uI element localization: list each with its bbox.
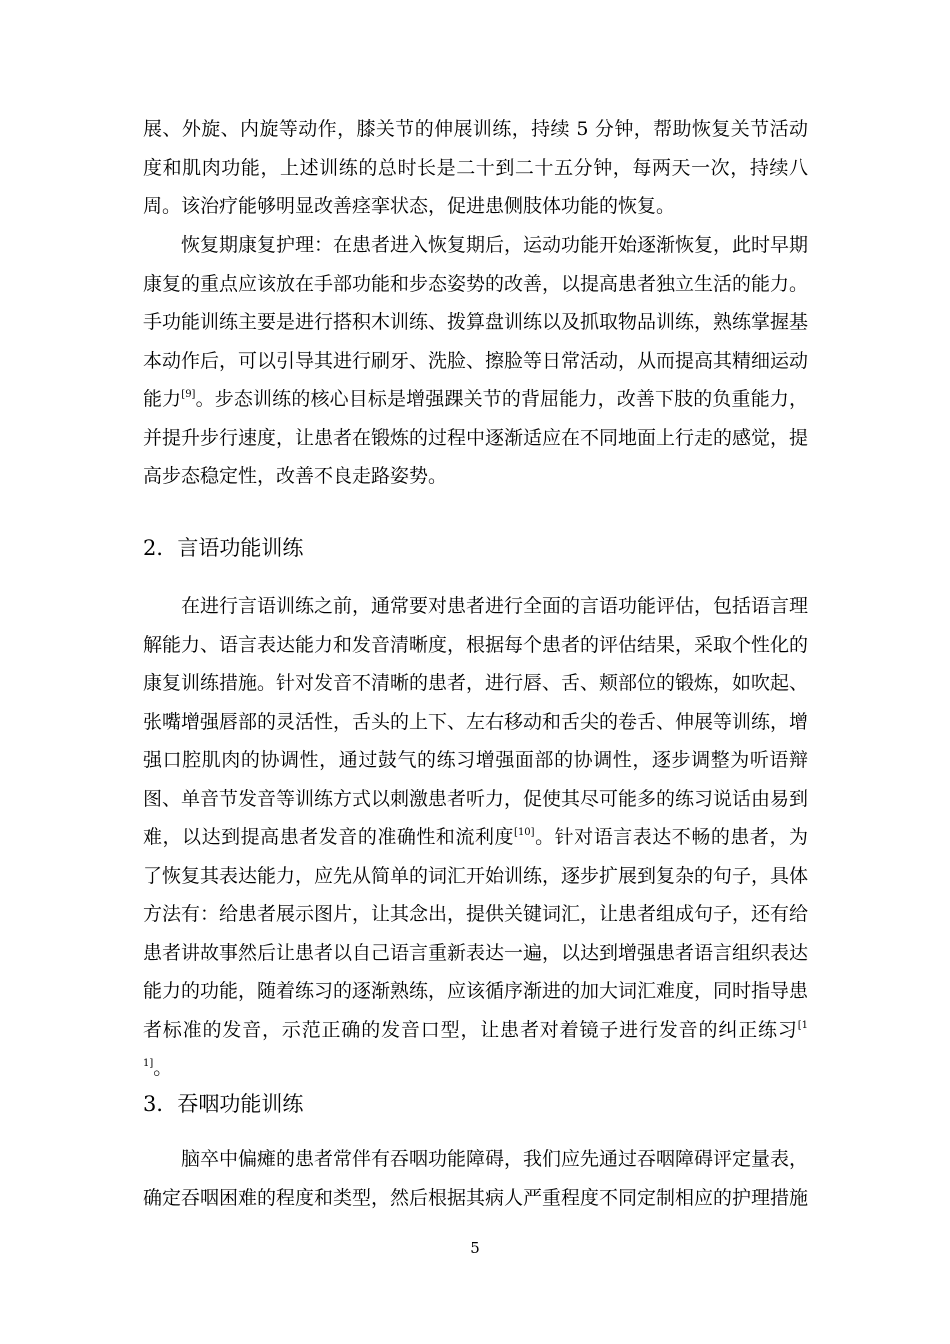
paragraph-speech-training xyxy=(143,587,808,1088)
paragraph-text: 。 xyxy=(153,1057,173,1079)
paragraph-text: 。步态训练的核心目标是增强踝关节的背屈能力，改善下肢的负重能力，并提升步行速度，让患者在锻炼的过程中逐渐适应在不同地面上行走的感觉，提高步态稳定性，改善不良走路姿势。 xyxy=(143,388,809,487)
paragraph-text: 恢复期康复护理：在患者进入恢复期后，运动功能开始逐渐恢复，此时早期康复的重点应该放在手部功能和步态姿势的改善，以提高患者独立生活的能力。手功能训练主要是进行搭积木训练、拨算盘训练以及抓取物品训练，熟练掌握基本动作后，可以引导其进行刷牙、洗脸、擦脸等日常活动，从而提高其精细运动能力 xyxy=(143,234,809,410)
paragraph-text: 展、外旋、内旋等动作，膝关节的伸展训练，持续 5 分钟，帮助恢复关节活动度和肌肉功能，上述训练的总时长是二十到二十五分钟，每两天一次，持续八周。该治疗能够明显改善痉挛状态，促进患侧肢体功能的恢复。 xyxy=(143,118,808,217)
paragraph-training-continued xyxy=(143,110,808,226)
section-heading-speech xyxy=(143,533,303,563)
section-title: 吞咽功能训练 xyxy=(177,1092,304,1116)
citation-9[interactable]: [9] xyxy=(181,389,196,400)
page-number: 5 xyxy=(470,1239,480,1257)
paragraph-recovery-phase xyxy=(143,226,808,496)
paragraph-text: 在进行言语训练之前，通常要对患者进行全面的言语功能评估，包括语言理解能力、语言表达能力和发音清晰度，根据每个患者的评估结果，采取个性化的康复训练措施。针对发音不清晰的患者，进行唇、舌、颊部位的锻炼，如吹起、张嘴增强唇部的灵活性，舌头的上下、左右移动和舌尖的卷舌、伸展等训练，增强口腔肌肉的协调性，通过鼓气的练习增强面部的协调性，逐步调整为听语辩图、单音节发音等训练方式以刺激患者听力，促使其尽可能多的练习说话由易到难，以达到提高患者发音的准确性和流利度 xyxy=(143,595,809,848)
paragraph-text: 。针对语言表达不畅的患者，为了恢复其表达能力，应先从简单的词汇开始训练，逐步扩展到复杂的句子，具体方法有：给患者展示图片，让其念出，提供关键词汇，让患者组成句子，还有给患者讲故事然后让患者以自己语言重新表达一遍，以达到增强患者语言组织表达能力的功能，随着练习的逐渐熟练，应该循序渐进的加大词汇难度，同时指导患者标准的发音，示范正确的发音口型，让患者对着镜子进行发音的纠正练习 xyxy=(143,826,809,1041)
citation-10[interactable]: [10] xyxy=(514,827,535,838)
paragraph-swallowing-training xyxy=(143,1140,808,1217)
paragraph-text: 脑卒中偏瘫的患者常伴有吞咽功能障碍，我们应先通过吞咽障碍评定量表，确定吞咽困难的程度和类型，然后根据其病人严重程度不同定制相应的护理措施 xyxy=(143,1148,809,1209)
citation-11[interactable]: [11] xyxy=(143,1019,808,1069)
section-number: 3． xyxy=(143,1092,178,1116)
section-title: 言语功能训练 xyxy=(177,536,304,560)
section-number: 2． xyxy=(143,536,178,560)
section-heading-swallowing xyxy=(143,1089,303,1119)
